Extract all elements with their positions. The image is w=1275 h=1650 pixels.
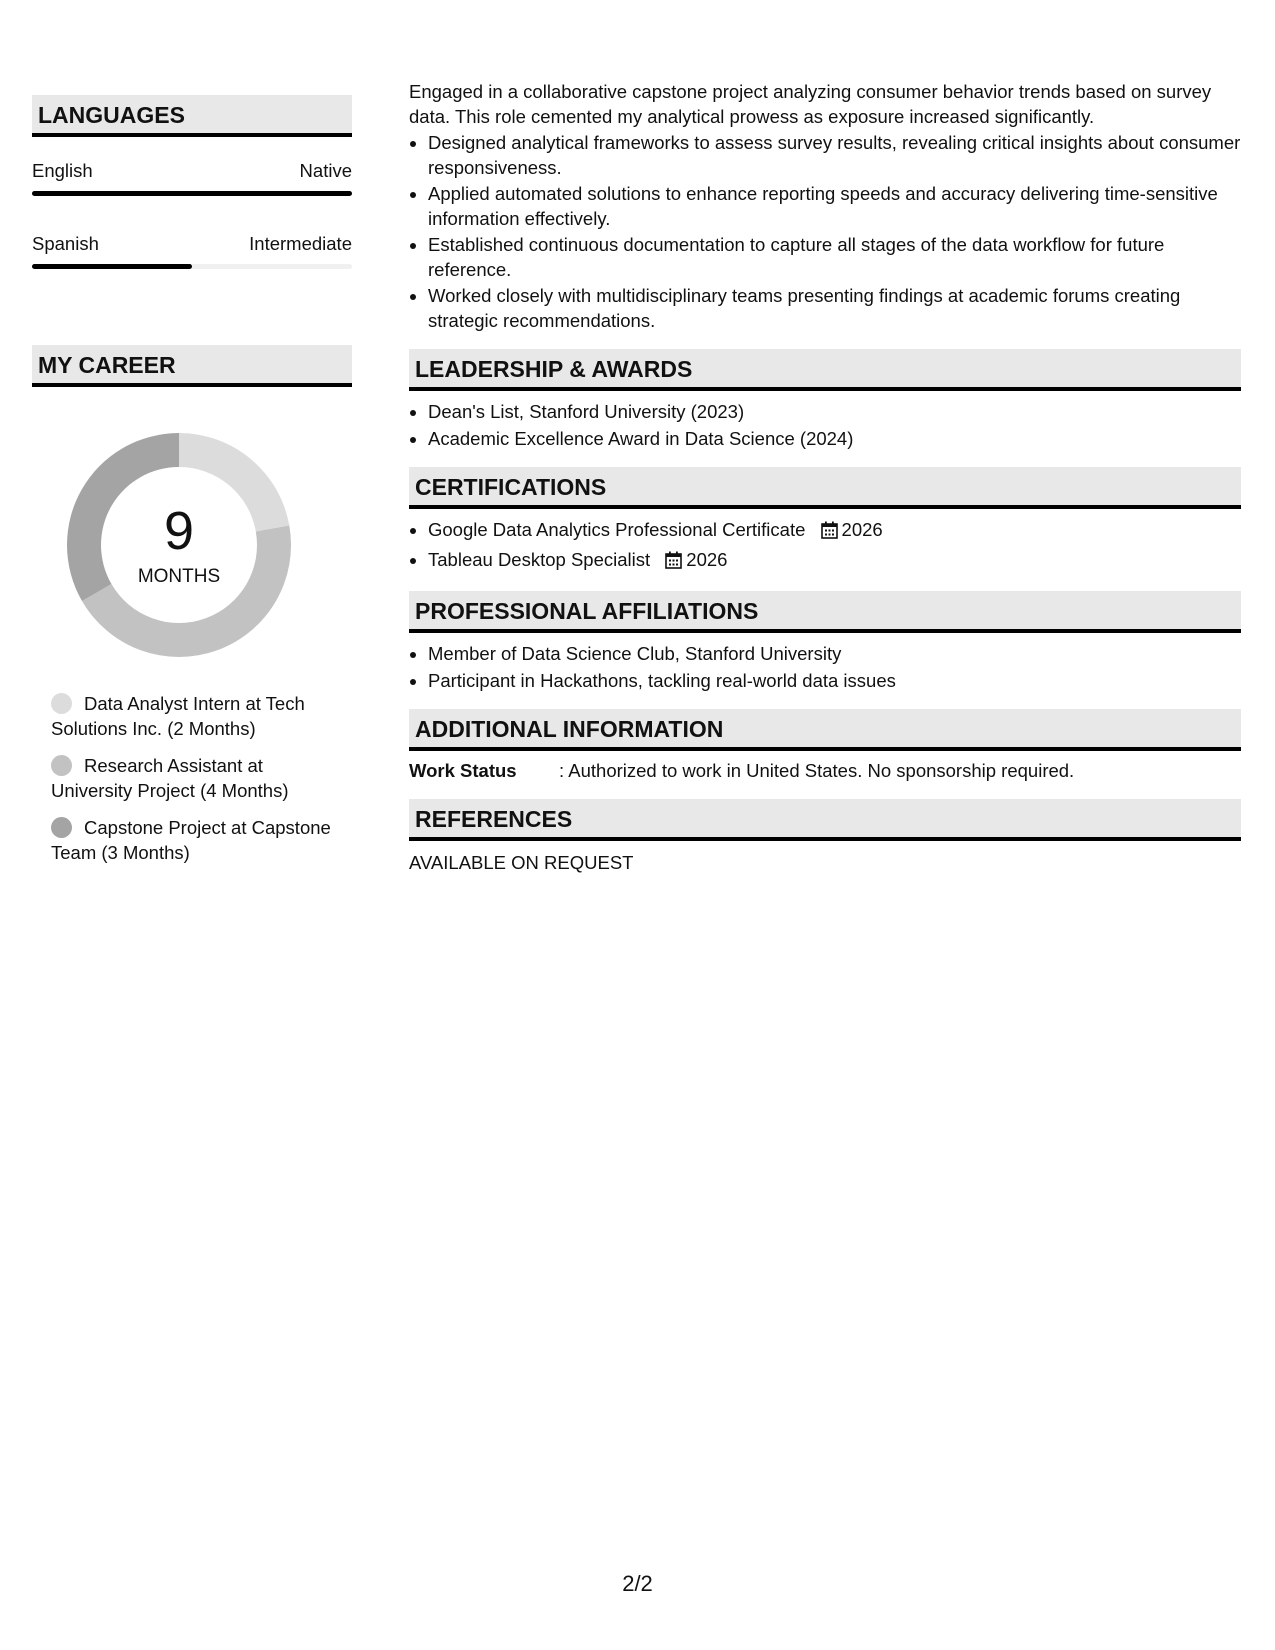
language-item-english: [32, 159, 352, 196]
experience-bullet: • Worked closely with multidisciplinary teams presenting findings at academic forums creating strategic recommendations.: [428, 283, 1241, 333]
donut-total-unit: MONTHS: [137, 566, 221, 587]
legend-dot-icon: [51, 817, 72, 838]
calendar-icon: [821, 520, 838, 545]
certifications-heading: CERTIFICATIONS: [409, 467, 1241, 509]
legend-dot-icon: [51, 693, 72, 714]
languages-heading: LANGUAGES: [32, 95, 352, 137]
language-proficiency-fill: [32, 264, 192, 269]
certification-item: [428, 547, 1241, 575]
right-column: [409, 79, 1241, 875]
certification-name: Google Data Analytics Professional Certificate: [428, 519, 806, 540]
language-proficiency-fill: [32, 191, 352, 196]
experience-bullet: • Designed analytical frameworks to assess survey results, revealing critical insights about consumer responsiveness.: [428, 130, 1241, 180]
left-column: [32, 95, 352, 877]
language-proficiency-bar: [32, 264, 352, 269]
affiliations-section: [409, 591, 1241, 693]
calendar-icon: [665, 550, 682, 575]
career-legend-item: [51, 691, 342, 741]
leadership-item: • Dean's List, Stanford University (2023): [428, 399, 1241, 424]
career-legend-item: [51, 753, 342, 803]
language-item-spanish: [32, 232, 352, 269]
career-legend: [32, 691, 352, 865]
experience-bullet: • Established continuous documentation to capture all stages of the data workflow for future reference.: [428, 232, 1241, 282]
page-number: 2/2: [622, 1571, 653, 1596]
career-legend-item: [51, 815, 342, 865]
references-section: [409, 799, 1241, 875]
affiliation-item: • Member of Data Science Club, Stanford University: [428, 641, 1241, 666]
certification-name: Tableau Desktop Specialist: [428, 549, 651, 570]
certification-year: 2026: [841, 519, 883, 540]
work-status-label: Work Status: [409, 760, 517, 781]
references-heading: REFERENCES: [409, 799, 1241, 841]
leadership-item: • Academic Excellence Award in Data Science (2024): [428, 426, 1241, 451]
additional-info-heading: ADDITIONAL INFORMATION: [409, 709, 1241, 751]
donut-total-value: 9: [163, 501, 195, 561]
leadership-section: [409, 349, 1241, 451]
work-status-row: [409, 759, 1241, 783]
affiliation-item: • Participant in Hackathons, tackling real-world data issues: [428, 668, 1241, 693]
language-level: Intermediate: [249, 233, 352, 254]
language-name: Spanish: [32, 233, 99, 254]
experience-bullet: • Applied automated solutions to enhance reporting speeds and accuracy delivering time-sensitive information effectively.: [428, 181, 1241, 231]
affiliations-heading: PROFESSIONAL AFFILIATIONS: [409, 591, 1241, 633]
career-donut-chart: [32, 431, 352, 661]
career-legend-label: Research Assistant at University Project (4 Months): [51, 755, 289, 801]
legend-dot-icon: [51, 755, 72, 776]
experience-bullets: [409, 130, 1241, 333]
language-name: English: [32, 160, 93, 181]
additional-info-section: [409, 709, 1241, 783]
references-text: AVAILABLE ON REQUEST: [409, 852, 634, 873]
career-legend-label: Capstone Project at Capstone Team (3 Months): [51, 817, 331, 863]
career-legend-label: Data Analyst Intern at Tech Solutions Inc. (2 Months): [51, 693, 305, 739]
work-status-value: : Authorized to work in United States. No sponsorship required.: [559, 760, 1075, 781]
certification-year: 2026: [686, 549, 728, 570]
certification-item: [428, 517, 1241, 545]
language-proficiency-bar: [32, 191, 352, 196]
certifications-section: [409, 467, 1241, 575]
leadership-heading: LEADERSHIP & AWARDS: [409, 349, 1241, 391]
language-level: Native: [299, 160, 352, 181]
career-heading: MY CAREER: [32, 345, 352, 387]
experience-intro: Engaged in a collaborative capstone project analyzing consumer behavior trends based on survey data. This role cemented my analytical prowess as exposure increased significantly.: [409, 81, 1212, 127]
